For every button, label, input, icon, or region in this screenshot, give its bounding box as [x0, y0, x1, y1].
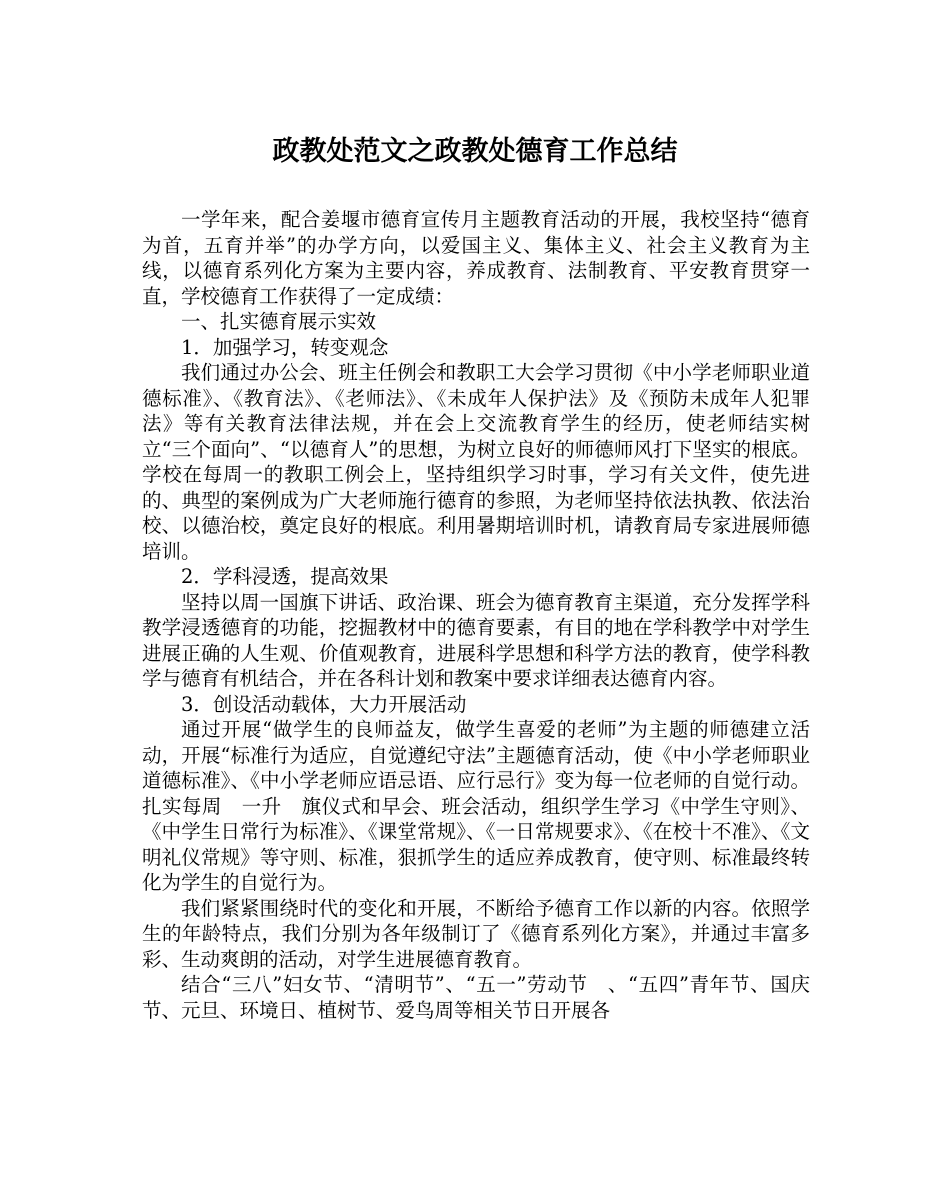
- subsection-heading: 1．加强学习，转变观念: [181, 335, 389, 359]
- section-heading: 一、扎实德育展示实效: [181, 310, 377, 333]
- intro-paragraph: 一学年来，配合姜堰市德育宣传月主题教育活动的开展，我校坚持“德育为首，五育并举”的办学方向，以爱国主义、集体主义、社会主义教育为主线，以德育系列化方案为主要内容，养成教育、法制教育、平安教育贯穿一直，学校德育工作获得了一定成绩：: [142, 208, 810, 308]
- subsection-heading: 2．学科浸透，提高效果: [181, 565, 389, 588]
- body-paragraph: 我们紧紧围绕时代的变化和开展，不断给予德育工作以新的内容。依照学生的年龄特点，我们分别为各年级制订了《德育系列化方案》，并通过丰富多彩、生动爽朗的活动，对学生进展德育教育。: [142, 896, 810, 971]
- subsection-heading: 3．创设活动载体，大力开展活动: [181, 692, 467, 716]
- body-paragraph: 坚持以周一国旗下讲话、政治课、班会为德育教育主渠道，充分发挥学科教学浸透德育的功能，挖掘教材中的德育要素，有目的地在学科教学中对学生进展正确的人生观、价值观教育，进展科学思想和科学方法的教育，使学科教学与德育有机结合，并在各科计划和教案中要求详细表达德育内容。: [142, 590, 810, 690]
- body-paragraph: 结合“三八”妇女节、“清明节”、“五一”劳动节 、“五四”青年节、国庆节、元旦、环境日、植树节、爱鸟周等相关节日开展各: [142, 973, 810, 1022]
- document-body: [142, 207, 810, 1023]
- document-title: 政教处范文之政教处德育工作总结: [272, 136, 678, 167]
- body-paragraph: 通过开展“做学生的良师益友，做学生喜爱的老师”为主题的师德建立活动，开展“标准行为适应，自觉遵纪守法”主题德育活动，使《中小学老师职业道德标准》、《中小学老师应语忌语、应行忌行》变为每一位老师的自觉行动。扎实每周 一升 旗仪式和早会、班会活动，组织学生学习《中学生守则》、《中学生日常行为标准》、《课堂常规》、《一日常规要求》、《在校十不准》、《文明礼仪常规》等守则、标准，狠抓学生的适应养成教育，使守则、标准最终转化为学生的自觉行为。: [142, 718, 810, 894]
- body-paragraph: 我们通过办公会、班主任例会和教职工大会学习贯彻《中小学老师职业道德标准》、《教育法》、《老师法》、《未成年人保护法》及《预防未成年人犯罪法》等有关教育法律法规，并在会上交流教育学生的经历，使老师结实树立“三个面向”、“以德育人”的思想，为树立良好的师德师风打下坚实的根底。学校在每周一的教职工例会上，坚持组织学习时事，学习有关文件，使先进的、典型的案例成为广大老师施行德育的参照，为老师坚持依法执教、依法治校、以德治校，奠定良好的根底。利用暑期培训时机，请教育局专家进展师德培训。: [142, 361, 810, 563]
